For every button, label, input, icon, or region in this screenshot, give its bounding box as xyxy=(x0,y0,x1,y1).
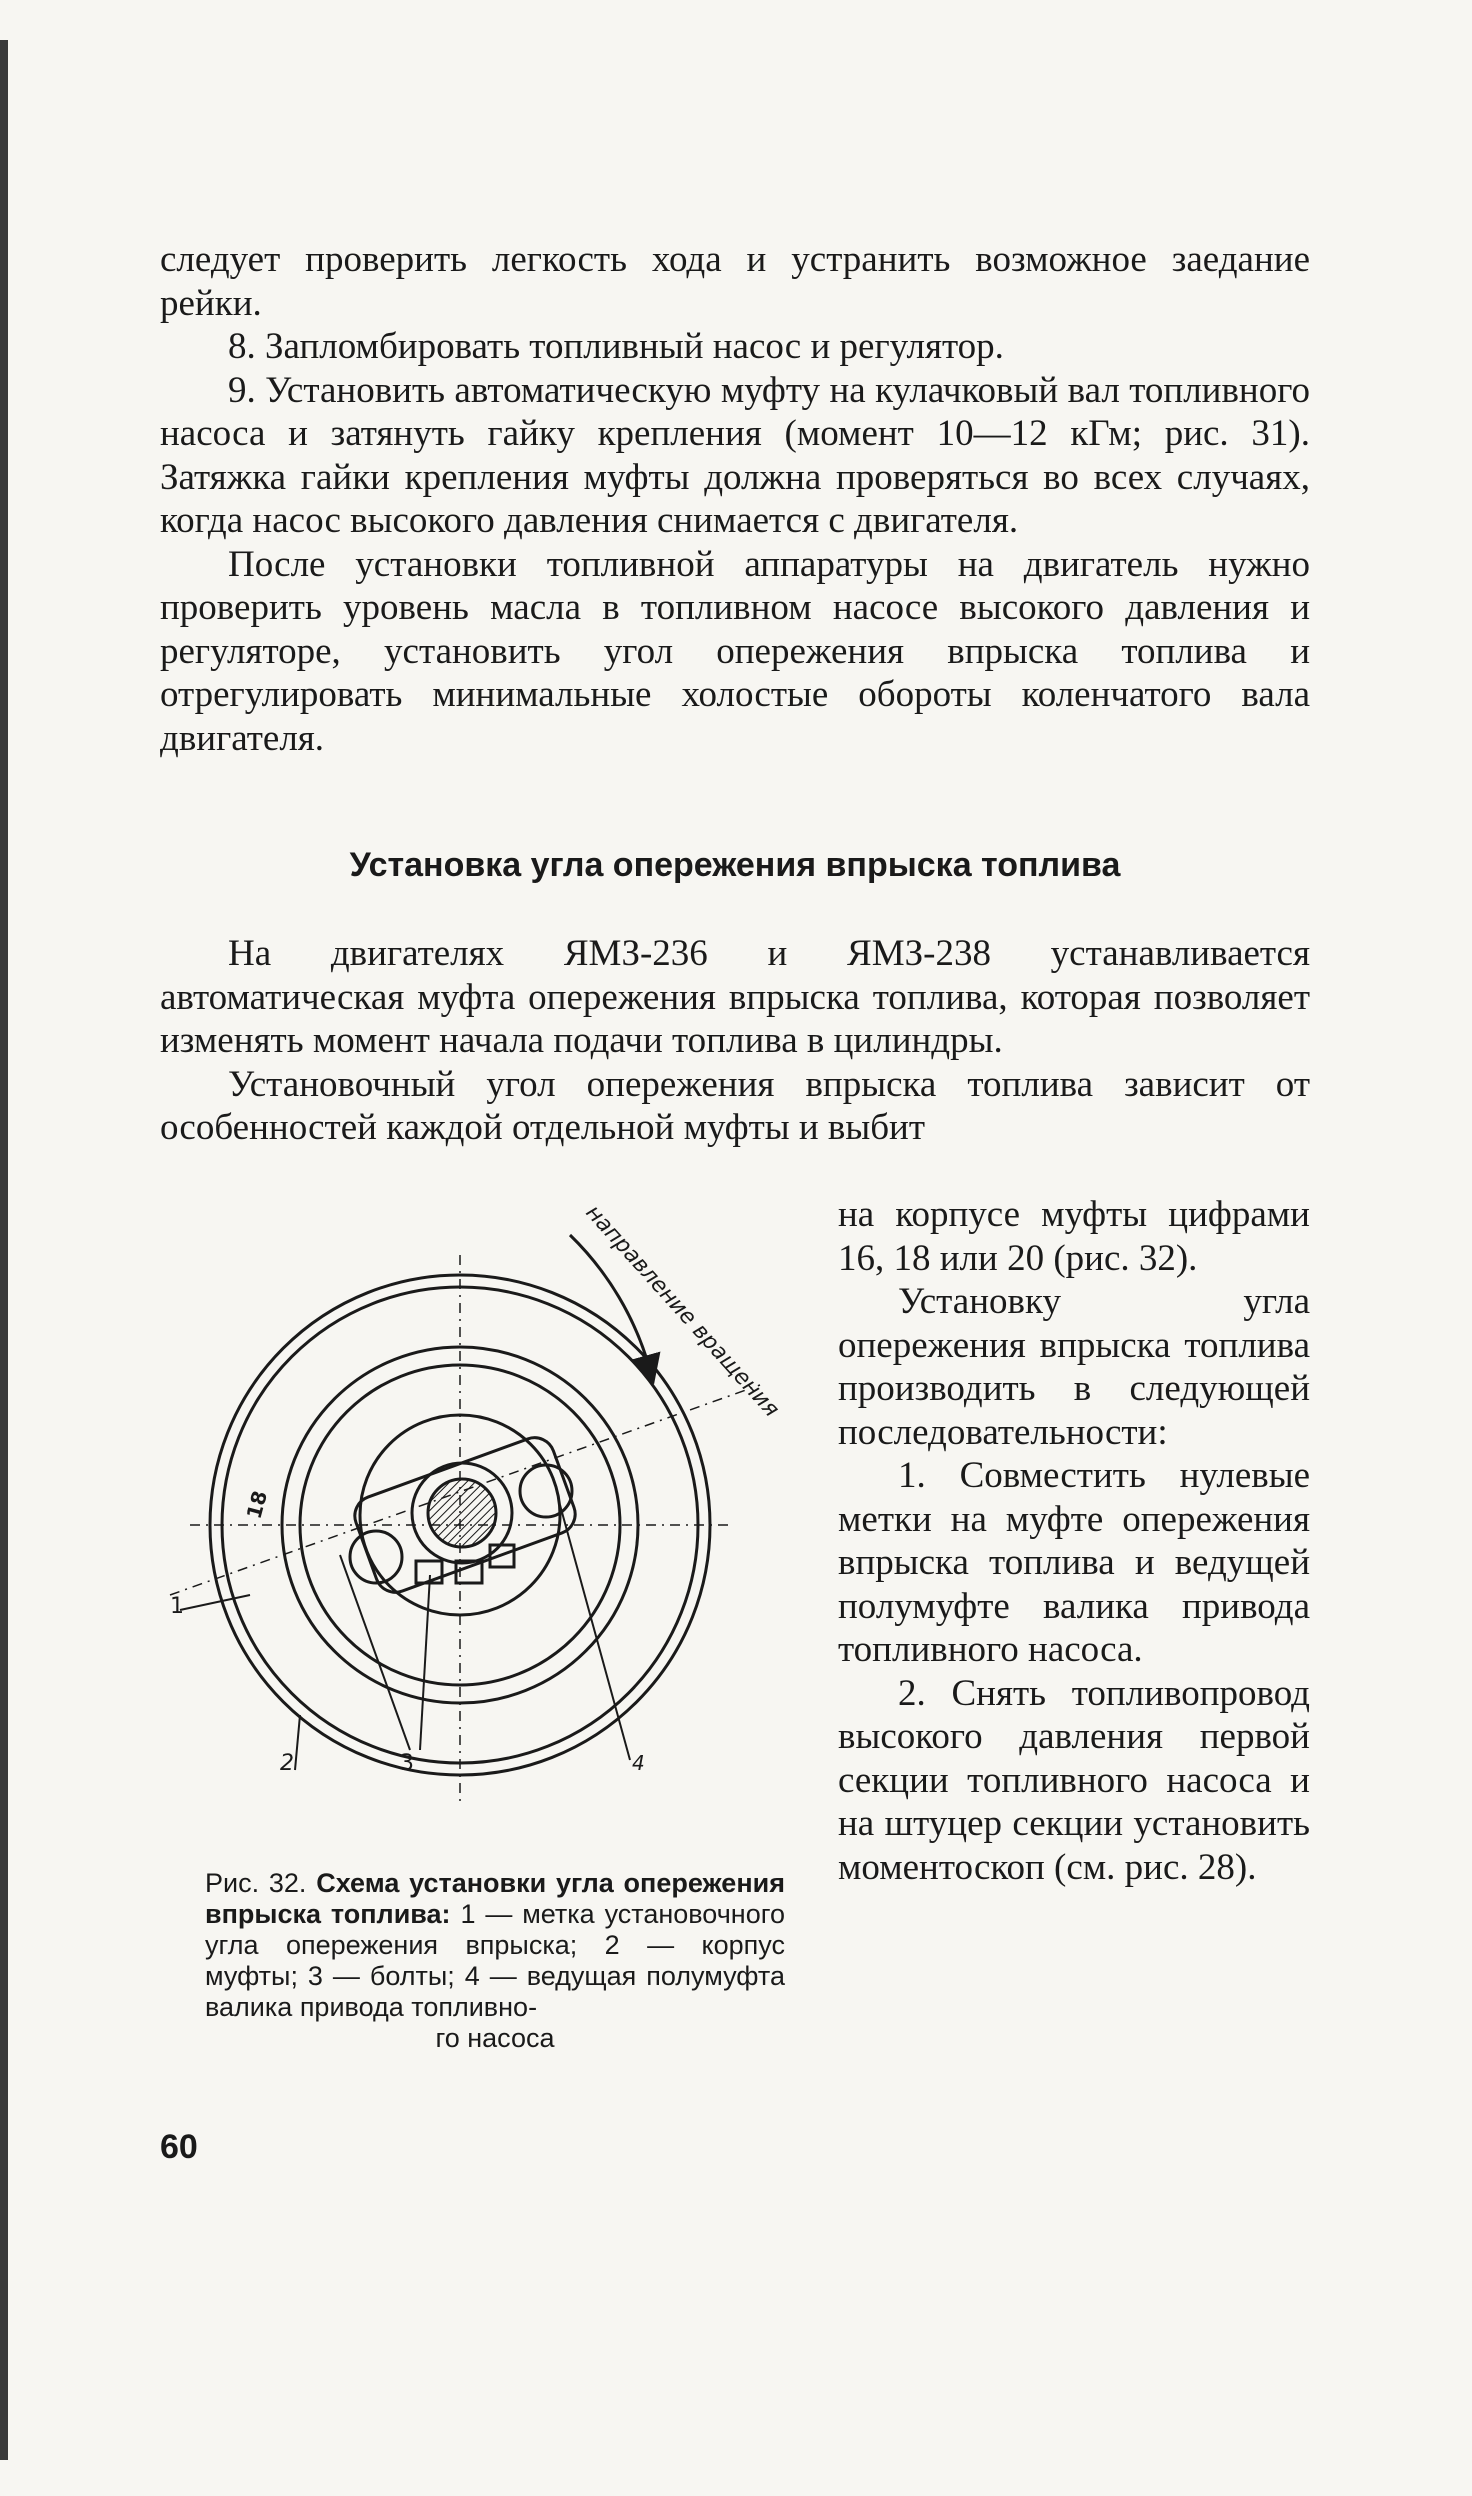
figure-32-coupling-diagram xyxy=(170,1200,790,1815)
paragraph-continuation: следует проверить легкость хода и устранить возможное заедание рейки. xyxy=(160,239,1310,324)
paragraph-procedure-intro: Установку угла опережения впрыска топлива производить в следующей последовательности: xyxy=(838,1281,1310,1453)
right-column-text xyxy=(838,1193,1310,1889)
callout-4: 4 xyxy=(632,1751,645,1775)
shaft-hatched-core xyxy=(428,1479,496,1547)
mark-value-label: 18 xyxy=(241,1488,273,1522)
paragraph-item-8: 8. Запломбировать топливный насос и регулятор. xyxy=(228,326,1004,367)
rotation-direction-label: направление вращения xyxy=(580,1200,784,1423)
section-text-block xyxy=(160,932,1310,1150)
coupling-diagram-svg xyxy=(170,1200,790,1815)
caption-body: 1 — метка установочного угла опережения впрыска; 2 — корпус муфты; 3 — болты; 4 — ведущая полумуфта валика привода топливно- xyxy=(205,1899,785,2022)
leader-line-3b xyxy=(420,1575,430,1750)
leader-line-2 xyxy=(295,1715,300,1770)
page-edge-shadow xyxy=(0,40,8,2460)
caption-title: Схема установки угла опережения впрыска топлива: xyxy=(205,1868,785,1929)
caption-last-line: го насоса xyxy=(435,2023,555,2053)
paragraph-after-installation: После установки топливной аппаратуры на двигатель нужно проверить уровень масла в топливном насосе высокого давления и регуляторе, установить угол опережения впрыска топлива и отрегулировать минимальные холостые обороты коленчатого вала двигателя. xyxy=(160,543,1310,759)
figure-caption xyxy=(205,1868,785,2054)
page-number: 60 xyxy=(160,2128,198,2166)
bolt-right-circle xyxy=(520,1465,572,1517)
caption-prefix: Рис. 32. xyxy=(205,1868,317,1898)
paragraph-item-9: 9. Установить автоматическую муфту на кулачковый вал топливного насоса и затянуть гайку крепления (момент 10—12 кГм; рис. 31). Затяжка гайки крепления муфты должна проверяться во всех случаях, когда насос высокого давления снимается с двигателя. xyxy=(160,369,1310,541)
callout-1: 1 xyxy=(170,1594,184,1619)
callout-3: 3 xyxy=(400,1751,414,1776)
paragraph-stamped-numbers: на корпусе муфты цифрами 16, 18 или 20 (рис. 32). xyxy=(838,1194,1310,1279)
paragraph-step-2: 2. Снять топливопровод высокого давления первой секции топливного насоса и на штуцер секции установить моментоскоп (см. рис. 28). xyxy=(838,1672,1310,1888)
callout-2: 2 xyxy=(280,1751,294,1776)
top-text-block xyxy=(160,238,1310,760)
paragraph-angle-depends: Установочный угол опережения впрыска топлива зависит от особенностей каждой отдельной муфты и выбит xyxy=(160,1063,1310,1148)
paragraph-step-1: 1. Совместить нулевые метки на муфте опережения впрыска топлива и ведущей полумуфте валика привода топливного насоса. xyxy=(838,1455,1310,1670)
paragraph-engines: На двигателях ЯМЗ-236 и ЯМЗ-238 устанавливается автоматическая муфта опережения впрыска топлива, которая позволяет изменять момент начала подачи топлива в цилиндры. xyxy=(160,933,1310,1061)
leader-line-1 xyxy=(180,1595,250,1610)
section-heading: Установка угла опережения впрыска топлива xyxy=(349,846,1121,884)
